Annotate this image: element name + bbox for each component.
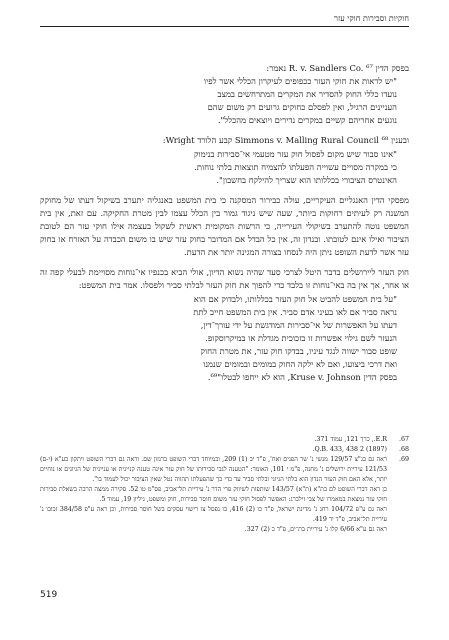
paragraph-english-rulings [40, 194, 409, 259]
footnote-67 [40, 435, 409, 445]
footnote-number: 67. [398, 436, 409, 443]
paragraph-jerusalem-bylaw [40, 266, 409, 292]
text-line: חוקי עזר הם לטובת הציבור ואילו אינם לטובתו. ובנדון זה, אין כל הבדל אם [40, 221, 410, 245]
text-line: כדי להפוך את חוק העזר לבלתי סביר ולפסלו. אמר בית המשפט: [78, 280, 285, 291]
footnote-line: ראה גם בג"צ 129/57 מנשי נ' שר הפנים ואח', פ"ד יב (1) 209, ובמיוחד דברי השופט ברנזון [153, 456, 387, 463]
paragraph-case-intro [40, 62, 409, 75]
text-line: "יש לראות את חוקי העזר ככפופים לעיקרון הכללי אשר לפיו [203, 76, 397, 87]
footnote-line: חוסר סבירות, וכן ראה ע"פ 384/58 זכובו נ' עיריית תל־אביב, פ"ד יד 419. [40, 506, 387, 523]
text-line: ואת דרכי ביצועו, ואם לא ילקה החוק במומים ובמומים שנמנו [203, 358, 397, 369]
text-line: נועדו כללי החוק להסדיר את המקרים המתרחשים במצב [217, 89, 397, 100]
text-line: הנעזר לשם גילוי אפשרות זו בזכוכית מגדלת או במיקרוסקופ. [205, 332, 397, 343]
text-line: מפסקי הדין האנגליים העיקריים, עולה כבירור המסקנה כי בית המשפט [176, 194, 409, 205]
footnote-line: פס"מ טו 52. סקירה ממצה הרבה בשאלת סבירות חוקי עזר נמצאת במאמרו של צבי [40, 486, 387, 503]
text-line: דעתו על האפשרות של אי־סבירות המודגשת על ידי עורך־דין, [200, 319, 397, 330]
footnote-69 [40, 455, 409, 535]
text-line: "על בית המשפט להביט אל חוק העזר בכללותו, ולבדוק אם הוא [193, 293, 397, 304]
quote-sandlers [40, 75, 409, 127]
footnote-text: E.R., כרך 121, עמוד 371. [314, 436, 387, 443]
text-line: נוגעים אחריהם קשיים במקרים נדירים ויוצאים מהכלל". [217, 115, 397, 126]
text-line: בפסק הדין Kruse v. Johnson, הוא לא ייחפו לבטלו"⁶⁹. [207, 372, 397, 383]
footnote-number: 69. [398, 456, 409, 463]
footnote-text [40, 455, 387, 535]
text-line: ובענין Simmons v. Malling Rural Council ⁶⁸ קבע הלורד Wright: [162, 135, 409, 146]
footnote-line: יותר, אלא האם חוק העזר הנדון הוא בלתי הגיוני ובלתי סביר עד כדי כך שהפעלתו תהווה [174, 476, 387, 483]
text-line: האינטרס הציבורי בכללותו הוא שצריך להילקח בחשבון". [216, 174, 397, 185]
running-header: חוקיות וסבירות חוקי עזר [40, 14, 409, 27]
text-line: בפסק הדין R. v. Sandlers Co. ⁶⁷ נאמר: [266, 63, 409, 73]
footnote-number: 68. [398, 446, 409, 453]
footnote-line: כן ראה דברי השופט לם בת"א (ת"א) 143/57 שותפות לשיווק פרי הדר נ' עיריית תל־אביב, [163, 486, 387, 493]
text-line: המדובר בחוק עזר שיש בו משום הכבדה על האזרח או בחוק עזר אשר לדעת [40, 234, 409, 258]
text-line: באנגליה יתערב בשיקול דעתו של מחוקק המשנה רק לעיתים רחוקות ביותר, [40, 194, 409, 218]
footnote-line: זילברג: האפשר לפסול חוקי עזר משום חוסר סבירות, חוק ומשפט, גיליון 19, עמוד 5. [99, 496, 306, 503]
text-line: כי במקרה מסויים עשוייה הפעלתו להצמיח תוצאות בלתי נוחות. [194, 161, 397, 172]
text-line: המשפט נוטה להתערב בשיקולי העירייה, כי הרשות המקומית ראשית לשקול בעצמה אילו [110, 221, 409, 232]
text-line: השופט ניתן היה לנסחו בצורה המגינה יותר את הדעת. [183, 247, 357, 258]
footnote-line: שם. וראה גם דברי השופט ויתקון בע"א (י-ם) 121/53 עיריית ירושלים נ' מחנה, פ"מ י 101, [40, 456, 387, 473]
body-text [40, 62, 409, 384]
paragraph-simmons-intro [40, 134, 409, 147]
text-line: בכנפיו אי־נוחות מסויימת לבעלי קפה זה או אחר, אך אין בה באי־נוחות זו בלבד [40, 267, 409, 291]
footnote-line: האומר: "הטענה לגבי סבירותו של חוק עזר אינה טענה קניינית או עניינית של הגיונים או נוחיים [40, 466, 269, 473]
text-line: חוק העזר ליירושלים בדבר היטל לצרכי סעד שהיה נשוא הדיון, אולי הביא [171, 267, 409, 278]
text-line: שעה שיש ניגוד גמור בין הכלל עצמו לבין מטרת החקיקה. עם זאת, אין בית [40, 207, 293, 218]
footnote-text: (1897) 2 Q.B. 433, 438. [312, 446, 387, 453]
footnote-68 [40, 445, 409, 455]
page-number: 519 [40, 590, 58, 600]
text-line: "אינו סבור שיש מקום לפסול חוק עזר מטעמי אי־סבירות בנימוק [194, 148, 397, 159]
text-line: העניינים הרגיל, ואין לפסלם כחוקים גרועים רק משום שהם [207, 102, 397, 113]
quote-wright [40, 148, 409, 187]
footnote-line: ראה גם ע"פ 104/72 רחג נ' מדינת ישראל, פ"ד כו (2) 416, בו נפסל צו רישוי עסקים בשל [154, 506, 387, 513]
footnotes [40, 435, 409, 535]
footnote-line: נטל שאין הציבור יכול לעמוד בו". [92, 476, 173, 483]
footnote-line: ראה גם ע"א 6/66 קלו נ' עיריית בת־ים, פ"ד כ (2) 327. [244, 526, 387, 533]
quote-court [40, 293, 409, 385]
text-line: נראה סביר אם לאו בעיני אדם סביר. אין בית המשפט חייב לתת [193, 306, 397, 317]
text-line: שופט סבור ישווה לנגד עיניו, בבדקו חוק עזר, את מטרת החוק [200, 345, 397, 356]
